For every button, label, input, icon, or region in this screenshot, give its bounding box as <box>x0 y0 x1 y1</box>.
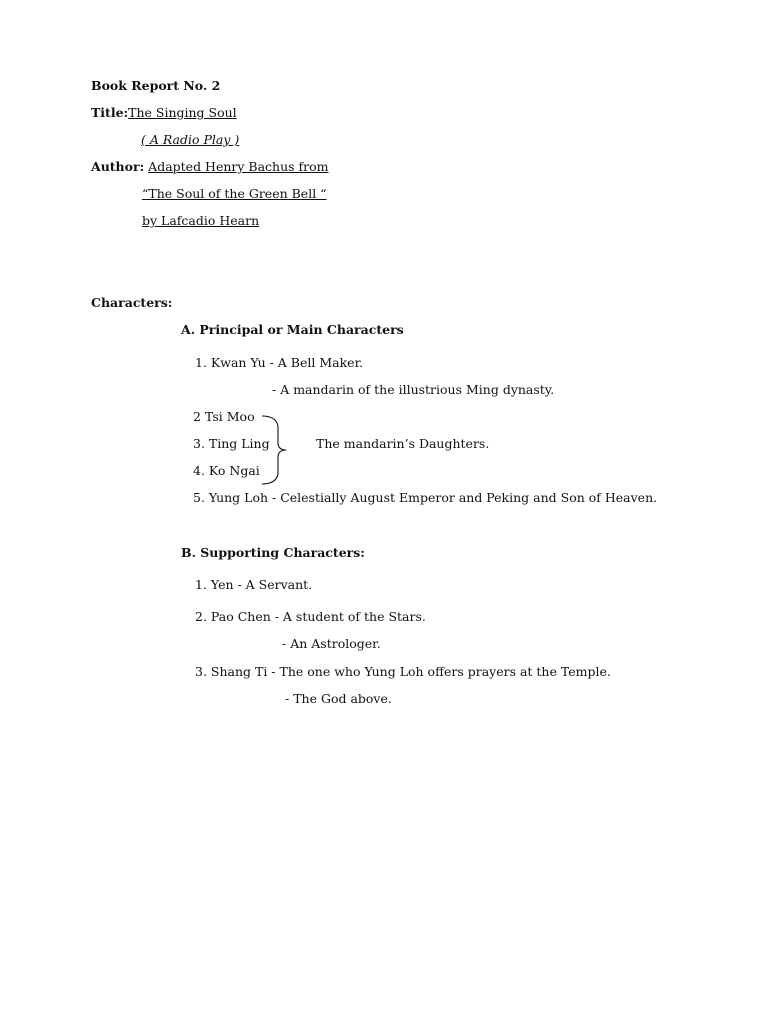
principal-heading: A. Principal or Main Characters <box>181 322 404 337</box>
principal-item-4: 4. Ko Ngai <box>193 463 260 478</box>
author-line <box>91 159 329 175</box>
supporting-item-2: 2. Pao Chen - A student of the Stars. <box>195 609 426 624</box>
daughters-note: The mandarin’s Daughters. <box>316 436 490 451</box>
title-label: Title: <box>91 105 129 120</box>
characters-heading: Characters: <box>91 295 173 310</box>
principal-item-1-extra: - A mandarin of the illustrious Ming dynasty. <box>272 382 555 397</box>
original-author: by Lafcadio Hearn <box>142 213 260 228</box>
grouping-brace <box>262 414 302 486</box>
principal-item-2: 2 Tsi Moo <box>193 409 255 424</box>
supporting-item-3-extra: - The God above. <box>285 691 392 706</box>
book-title: The Singing Soul <box>128 105 237 120</box>
report-heading: Book Report No. 2 <box>91 78 221 93</box>
supporting-item-1: 1. Yen - A Servant. <box>195 577 313 592</box>
supporting-item-2-extra: - An Astrologer. <box>282 636 381 651</box>
book-subtitle: ( A Radio Play ) <box>141 132 240 147</box>
supporting-item-3: 3. Shang Ti - The one who Yung Loh offers prayers at the Temple. <box>195 664 611 679</box>
principal-item-5: 5. Yung Loh - Celestially August Emperor and Peking and Son of Heaven. <box>193 490 658 505</box>
title-line <box>91 105 237 121</box>
author-label: Author: <box>91 159 145 174</box>
principal-item-1: 1. Kwan Yu - A Bell Maker. <box>195 355 364 370</box>
source-title: “The Soul of the Green Bell “ <box>142 186 327 201</box>
supporting-heading: B. Supporting Characters: <box>181 545 365 560</box>
principal-item-3: 3. Ting Ling <box>193 436 270 451</box>
author-value: Adapted Henry Bachus from <box>148 159 329 174</box>
